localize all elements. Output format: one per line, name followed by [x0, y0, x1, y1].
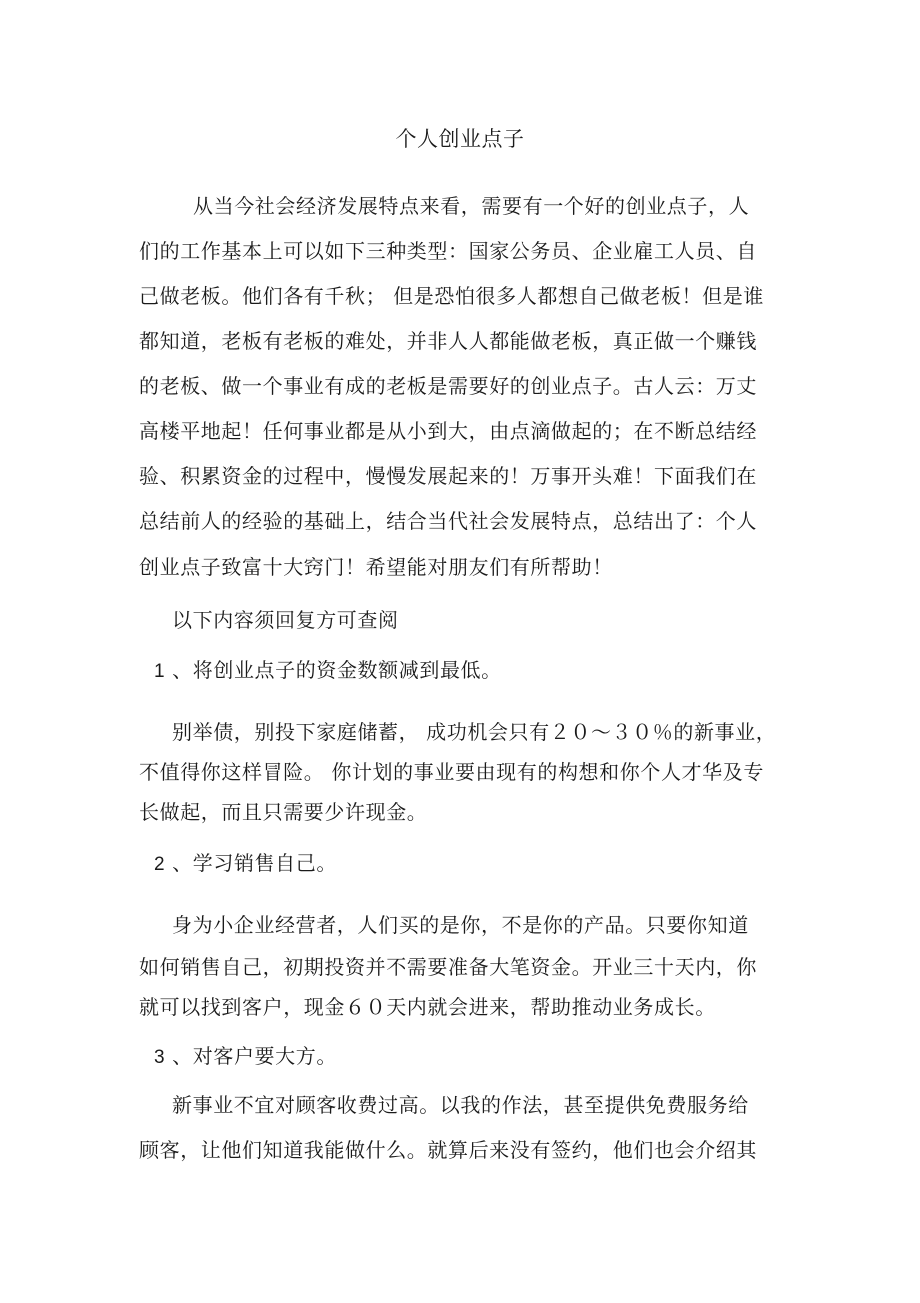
paragraph-line: 己做老板。他们各有千秋； 但是恐怕很多人都想自己做老板！但是谁: [139, 284, 764, 308]
paragraph-line: 别举债，别投下家庭储蓄， 成功机会只有２０～３０％的新事业，: [172, 720, 777, 744]
paragraph-line: 长做起，而且只需要少许现金。: [139, 800, 428, 824]
section-heading-text: 、对客户要大方。: [172, 1044, 337, 1068]
notice-text: 以下内容须回复方可查阅: [172, 608, 399, 632]
paragraph-line: 的老板、做一个事业有成的老板是需要好的创业点子。古人云：万丈: [139, 374, 757, 398]
paragraph-line: 如何销售自己，初期投资并不需要准备大笔资金。开业三十天内，你: [139, 955, 757, 979]
paragraph-line: 都知道，老板有老板的难处，并非人人都能做老板，真正做一个赚钱: [139, 329, 757, 353]
section-heading-2: [154, 851, 337, 877]
paragraph-line: 就可以找到客户，现金６０天内就会进来，帮助推动业务成长。: [139, 995, 716, 1019]
paragraph-line: 身为小企业经营者，人们买的是你，不是你的产品。只要你知道: [172, 913, 749, 937]
paragraph-line: 新事业不宜对顾客收费过高。以我的作法，甚至提供免费服务给: [172, 1093, 749, 1117]
paragraph-line: 们的工作基本上可以如下三种类型：国家公务员、企业雇工人员、自: [139, 239, 757, 263]
section-heading-text: 、将创业点子的资金数额减到最低。: [172, 658, 502, 682]
section-heading-text: 、学习销售自己。: [172, 851, 337, 875]
paragraph-line: 顾客，让他们知道我能做什么。就算后来没有签约，他们也会介绍其: [139, 1138, 757, 1162]
paragraph-line: 不值得你这样冒险。 你计划的事业要由现有的构想和你个人才华及专: [139, 760, 764, 784]
section-number: 2: [154, 854, 166, 875]
paragraph-line: 高楼平地起！任何事业都是从小到大，由点滴做起的；在不断总结经: [139, 419, 757, 443]
document-title: 个人创业点子: [395, 127, 525, 151]
section-number: 3: [154, 1047, 166, 1068]
paragraph-line: 总结前人的经验的基础上，结合当代社会发展特点，总结出了：个人: [139, 509, 757, 533]
paragraph-line: 从当今社会经济发展特点来看，需要有一个好的创业点子，人: [193, 194, 750, 218]
paragraph-line: 验、积累资金的过程中，慢慢发展起来的！万事开头难！下面我们在: [139, 464, 757, 488]
paragraph-line: 创业点子致富十大窍门！希望能对朋友们有所帮助！: [139, 555, 613, 579]
section-number: 1: [154, 661, 166, 682]
section-heading-3: [154, 1044, 337, 1070]
section-heading-1: [154, 658, 502, 684]
